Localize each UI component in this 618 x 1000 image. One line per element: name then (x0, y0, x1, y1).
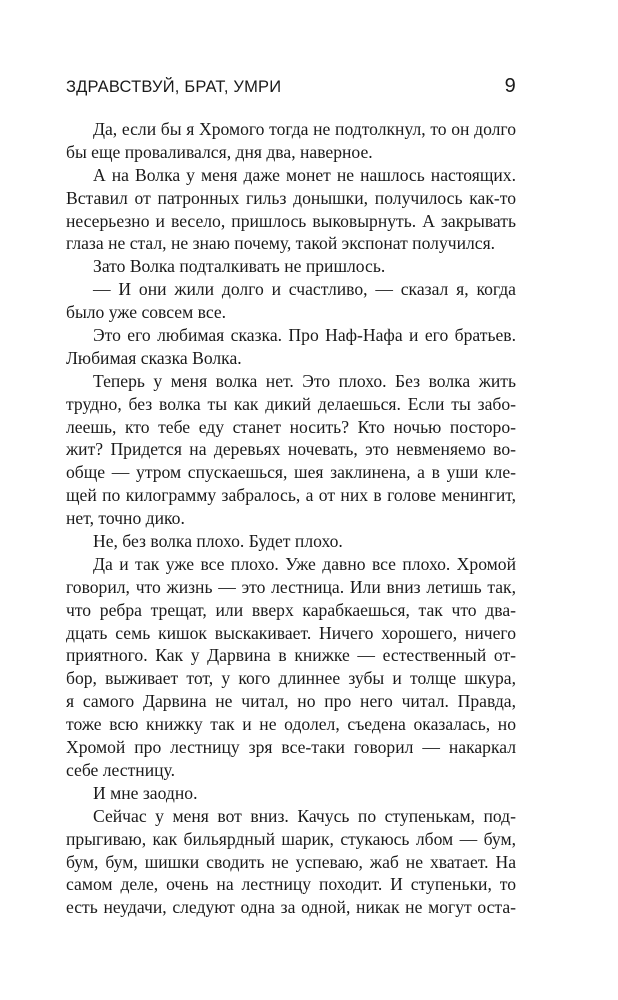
text-line: что ребра трещат, или вверх карабкаешься, так что два- (66, 599, 516, 620)
paragraph (66, 324, 516, 370)
text-line: тоже всю книжку так и не одолел, съедена оказалась, но (66, 714, 516, 735)
text-line: дцать семь кишок выскакивает. Ничего хорошего, ничего (66, 622, 516, 643)
text-line: Это его любимая сказка. Про Наф-Нафа и его братьев. (93, 325, 516, 346)
text-line: Да, если бы я Хромого тогда не подтолкнул, то он долго (93, 119, 516, 139)
running-title: ЗДРАВСТВУЙ, БРАТ, УМРИ (66, 78, 282, 96)
text-line: Да и так уже все плохо. Уже давно все плохо. Хромой (93, 553, 516, 574)
paragraph (66, 553, 516, 782)
text-line: глаза не стал, не знаю почему, такой экспонат получился. (66, 233, 496, 254)
text-line: леешь, кто тебе еду станет носить? Кто ночью посторо- (66, 416, 516, 437)
text-line: нет, точно дико. (66, 508, 185, 529)
paragraph (66, 118, 516, 164)
text-line: было уже совсем все. (66, 302, 227, 323)
paragraph (66, 370, 516, 530)
text-line: жит? Придется на деревьях ночевать, это невменяемо во- (66, 439, 516, 460)
text-line: Хромой про лестницу зря все-таки говорил — накаркал (66, 737, 516, 758)
page-number: 9 (504, 75, 516, 97)
text-line: прыгиваю, как бильярдный шарик, стукаюсь лбом — бум, (66, 828, 516, 849)
paragraph (66, 164, 516, 256)
text-line: Любимая сказка Волка. (66, 347, 242, 368)
body-text (66, 118, 516, 919)
text-line: Зато Волка подталкивать не пришлось. (93, 256, 386, 277)
text-line: говорил, что жизнь — это лестница. Или вниз летишь так, (66, 576, 516, 597)
paragraph (66, 782, 516, 805)
text-line: самом деле, очень на лестницу походит. И ступеньки, то (66, 874, 516, 895)
text-line: обще — утром спускаешься, шея заклинена, а в уши кле- (66, 462, 516, 483)
text-line: Сейчас у меня вот вниз. Качусь по ступенькам, под- (93, 805, 516, 826)
text-line: я самого Дарвина не читал, но про него читал. Правда, (66, 691, 516, 712)
text-line: трудно, без волка ты как дикий делаешься. Если ты забо- (66, 393, 516, 414)
paragraph (66, 530, 516, 553)
text-line: щей по килограмму забралось, а от них в голове менингит, (66, 485, 516, 506)
running-header (66, 75, 516, 102)
text-line: Вставил от патронных гильз донышки, получилось как-то (66, 187, 516, 208)
text-line: бор, выживает тот, у кого длиннее зубы и толще шкура, (66, 668, 516, 689)
text-line: — И они жили долго и счастливо, — сказал я, когда (93, 279, 516, 300)
text-line: несерьезно и весело, пришлось выковырнуть. А закрывать (66, 210, 516, 231)
text-line: бум, бум, шишки сводить не успеваю, жаб не хватает. На (66, 851, 516, 872)
text-line: себе лестницу. (66, 759, 175, 780)
text-line: приятного. Как у Дарвина в книжке — естественный от- (66, 645, 516, 666)
text-line: есть неудачи, следуют одна за одной, никак не могут оста- (66, 897, 516, 918)
text-line: И мне заодно. (93, 782, 198, 803)
text-line: Теперь у меня волка нет. Это плохо. Без волка жить (93, 370, 516, 391)
paragraph (66, 255, 516, 278)
text-line: Не, без волка плохо. Будет плохо. (93, 531, 343, 552)
paragraph (66, 805, 516, 919)
text-line: А на Волка у меня даже монет не нашлось настоящих. (93, 164, 516, 185)
text-line: бы еще проваливался, дня два, наверное. (66, 141, 373, 162)
paragraph (66, 278, 516, 324)
